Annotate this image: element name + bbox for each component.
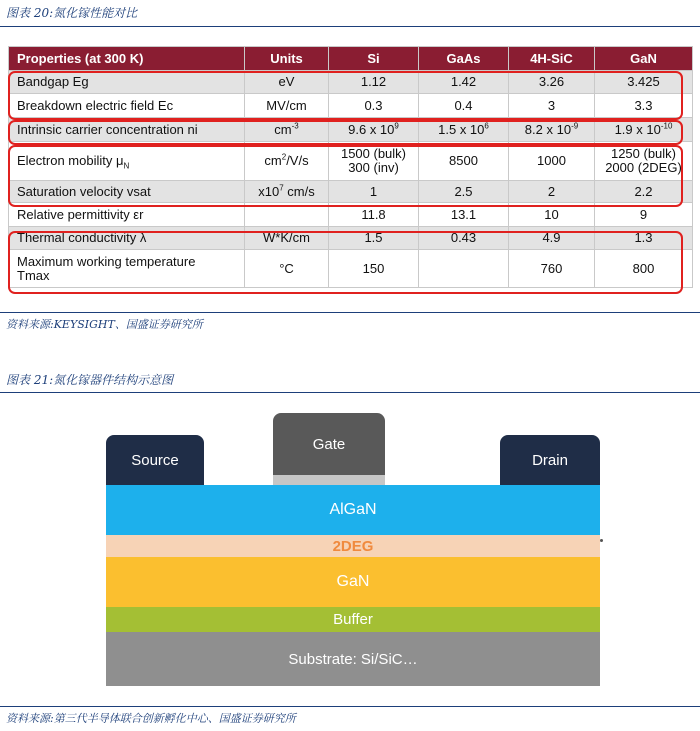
figure-21-title: 图表 21:氮化镓器件结构示意图 (6, 373, 174, 387)
unit-cell: MV/cm (245, 94, 329, 118)
gan-label: GaN (336, 573, 370, 590)
figure-20-title-rule (0, 26, 700, 27)
table-row-permittivity (9, 203, 693, 227)
table-header-row (9, 47, 693, 71)
si-cell: 1.12 (329, 71, 419, 94)
column-header-gan: GaN (595, 47, 693, 71)
gate-pad (273, 413, 385, 475)
2deg-label: 2DEG (332, 537, 374, 555)
table-row-saturation-velocity (9, 181, 693, 203)
dot-mark (600, 539, 603, 542)
unit-cell: $x10^7$ cm/s (245, 181, 329, 203)
gan-cell: 3.3 (595, 94, 693, 118)
unit-cell: $cm^2/V/s$ (245, 142, 329, 181)
gaas-cell: 1.42 (419, 71, 509, 94)
gaas-cell (419, 250, 509, 288)
column-header-units: Units (245, 47, 329, 71)
gan-cell: 1250 (bulk) 2000 (2DEG) (595, 142, 693, 181)
figure-21-title-rule (0, 392, 700, 393)
sic-cell: 760 (509, 250, 595, 288)
table-row-thermal-conductivity (9, 227, 693, 250)
property-cell: Maximum working temperature Tmax (9, 250, 245, 288)
table-row-breakdown-field (9, 94, 693, 118)
drain-pad (500, 435, 600, 485)
source-label: Source (131, 451, 179, 469)
sic-cell: 10 (509, 203, 595, 227)
gaas-cell: 1.5 x $10^6$ (419, 118, 509, 142)
property-cell: Relative permittivity εr (9, 203, 245, 227)
si-cell: 0.3 (329, 94, 419, 118)
property-cell: Electron mobility $\mu_N$ (9, 142, 245, 181)
algan-label: AlGaN (329, 501, 377, 518)
gan-cell: 9 (595, 203, 693, 227)
figure-20-title: 图表 20:氮化镓性能对比 (6, 6, 138, 20)
figure-21-source: 资料来源:第三代半导体联合创新孵化中心、国盛证券研究所 (6, 712, 296, 725)
gan-properties-table (8, 46, 693, 288)
si-cell: 1.5 (329, 227, 419, 250)
table-row-max-temperature (9, 250, 693, 288)
gaas-cell: 13.1 (419, 203, 509, 227)
gan-cell: 1.3 (595, 227, 693, 250)
unit-cell: °C (245, 250, 329, 288)
column-header-property: Properties (at 300 K) (9, 47, 245, 71)
column-header-si: Si (329, 47, 419, 71)
sic-cell: 1000 (509, 142, 595, 181)
si-cell: 1 (329, 181, 419, 203)
buffer-layer (106, 607, 600, 632)
si-cell: 9.6 x $10^9$ (329, 118, 419, 142)
table-row-bandgap (9, 71, 693, 94)
property-cell: Thermal conductivity λ (9, 227, 245, 250)
substrate-label: Substrate: Si/SiC… (288, 650, 418, 668)
property-cell: Bandgap Eg (9, 71, 245, 94)
property-cell: Breakdown electric field Ec (9, 94, 245, 118)
gan-cell: 800 (595, 250, 693, 288)
si-cell: 1500 (bulk) 300 (inv) (329, 142, 419, 181)
source-pad (106, 435, 204, 485)
gan-cell: 2.2 (595, 181, 693, 203)
buffer-label: Buffer (333, 611, 373, 628)
sic-cell: 3.26 (509, 71, 595, 94)
gan-device-structure-diagram (0, 395, 700, 700)
sic-cell: 2 (509, 181, 595, 203)
gaas-cell: 2.5 (419, 181, 509, 203)
sic-cell: 3 (509, 94, 595, 118)
gan-layer (106, 557, 600, 607)
gaas-cell: 8500 (419, 142, 509, 181)
gaas-cell: 0.43 (419, 227, 509, 250)
table-row-electron-mobility (9, 142, 693, 181)
column-header-gaas: GaAs (419, 47, 509, 71)
unit-cell: eV (245, 71, 329, 94)
column-header-4h-sic: 4H-SiC (509, 47, 595, 71)
2deg-layer (106, 535, 600, 557)
property-cell: Intrinsic carrier concentration ni (9, 118, 245, 142)
sic-cell: 4.9 (509, 227, 595, 250)
gan-cell: 3.425 (595, 71, 693, 94)
si-cell: 150 (329, 250, 419, 288)
drain-label: Drain (532, 451, 568, 469)
si-cell: 11.8 (329, 203, 419, 227)
sic-cell: 8.2 x $10^{-9}$ (509, 118, 595, 142)
unit-cell: $cm^{-3}$ (245, 118, 329, 142)
figure-20-bottom-rule (0, 312, 700, 313)
gan-cell: 1.9 x $10^{-10}$ (595, 118, 693, 142)
figure-20-source: 资料来源:KEYSIGHT、国盛证券研究所 (6, 318, 203, 331)
gate-label: Gate (312, 435, 346, 453)
unit-cell (245, 203, 329, 227)
gaas-cell: 0.4 (419, 94, 509, 118)
gate-oxide (273, 475, 385, 485)
figure-21-bottom-rule (0, 706, 700, 707)
algan-layer (106, 485, 600, 535)
property-cell: Saturation velocity vsat (9, 181, 245, 203)
unit-cell: W*K/cm (245, 227, 329, 250)
table-row-carrier-concentration (9, 118, 693, 142)
substrate-layer (106, 632, 600, 686)
